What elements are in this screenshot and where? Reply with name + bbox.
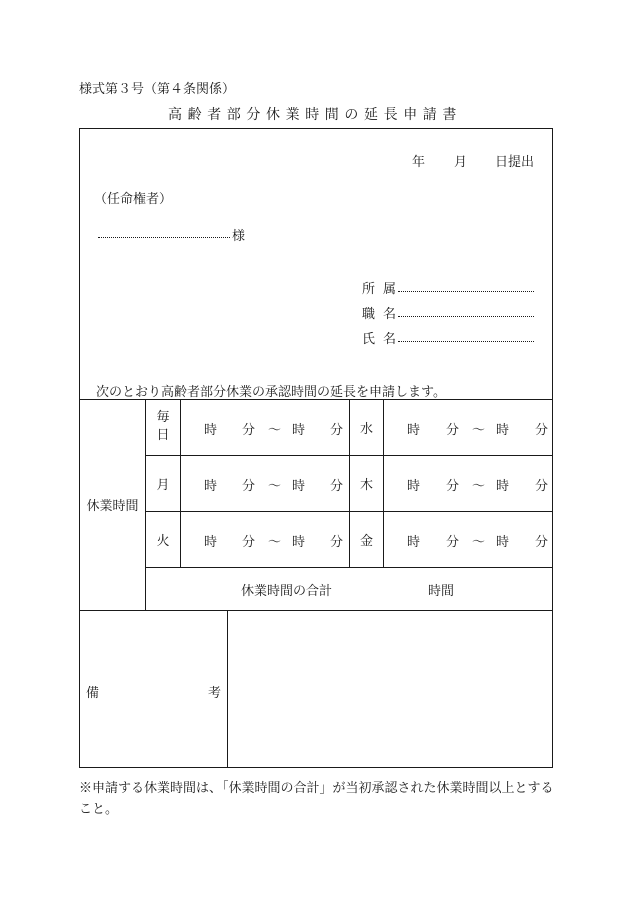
- document-title: 高齢者部分休業時間の延長申請書: [168, 107, 462, 123]
- total-time-unit: 時間: [428, 584, 455, 599]
- appointer-label: （任命権者）: [94, 192, 173, 207]
- time-hour-unit: 時: [292, 423, 306, 438]
- time-minute-unit: 分: [330, 535, 344, 550]
- application-form: [79, 128, 553, 768]
- time-minute-unit: 分: [242, 479, 256, 494]
- time-hour-unit: 時: [496, 479, 510, 494]
- remarks-field[interactable]: [228, 611, 552, 767]
- time-minute-unit: 分: [535, 535, 549, 550]
- time-tilde: ～: [268, 423, 282, 438]
- time-minute-unit: 分: [330, 479, 344, 494]
- time-minute-unit: 分: [535, 479, 549, 494]
- day-label-monday: 月: [156, 478, 170, 493]
- time-minute-unit: 分: [242, 535, 256, 550]
- time-tilde: ～: [268, 479, 282, 494]
- day-label-thursday: 木: [359, 478, 373, 493]
- date-year-label: 年: [412, 155, 426, 170]
- schedule-row-label: 休業時間: [86, 499, 139, 514]
- date-submit-label: 日提出: [495, 155, 535, 170]
- name-line[interactable]: [398, 341, 534, 342]
- remarks-label-char1: 備: [86, 686, 100, 701]
- date-month-label: 月: [454, 155, 468, 170]
- time-tilde: ～: [268, 535, 282, 550]
- divider: [383, 399, 384, 567]
- affiliation-char1: 所: [362, 282, 376, 297]
- honorific-sama: 様: [232, 229, 246, 244]
- footnote: ※申請する休業時間は、「休業時間の合計」が当初承認された休業時間以上とすること。: [79, 781, 554, 817]
- appointer-name-line[interactable]: [98, 237, 230, 238]
- day-label-every-top: 毎: [156, 410, 170, 425]
- time-hour-unit: 時: [496, 535, 510, 550]
- total-time-label: 休業時間の合計: [241, 584, 333, 599]
- time-minute-unit: 分: [330, 423, 344, 438]
- time-minute-unit: 分: [535, 423, 549, 438]
- form-number: 様式第３号（第４条関係）: [79, 82, 236, 97]
- time-minute-unit: 分: [242, 423, 256, 438]
- name-char2: 名: [383, 332, 397, 347]
- position-line[interactable]: [398, 316, 534, 317]
- position-char1: 職: [362, 307, 376, 322]
- time-hour-unit: 時: [204, 479, 218, 494]
- divider: [180, 399, 181, 567]
- day-label-tuesday: 火: [156, 534, 170, 549]
- affiliation-char2: 属: [383, 282, 397, 297]
- application-statement: 次のとおり高齢者部分休業の承認時間の延長を申請します。: [96, 385, 446, 400]
- day-label-wednesday: 水: [359, 422, 373, 437]
- name-char1: 氏: [362, 332, 376, 347]
- time-tilde: ～: [472, 479, 486, 494]
- time-minute-unit: 分: [446, 535, 460, 550]
- time-hour-unit: 時: [204, 535, 218, 550]
- time-minute-unit: 分: [446, 479, 460, 494]
- day-label-friday: 金: [359, 534, 373, 549]
- time-hour-unit: 時: [292, 535, 306, 550]
- position-char2: 名: [383, 307, 397, 322]
- time-hour-unit: 時: [407, 479, 421, 494]
- time-hour-unit: 時: [204, 423, 218, 438]
- remarks-label-char2: 考: [208, 686, 222, 701]
- divider: [145, 567, 552, 568]
- time-minute-unit: 分: [446, 423, 460, 438]
- day-label-every-bottom: 日: [156, 428, 170, 443]
- time-hour-unit: 時: [292, 479, 306, 494]
- time-hour-unit: 時: [407, 423, 421, 438]
- time-tilde: ～: [472, 423, 486, 438]
- day-label-every: [146, 409, 180, 445]
- time-tilde: ～: [472, 535, 486, 550]
- time-hour-unit: 時: [407, 535, 421, 550]
- divider: [80, 399, 552, 400]
- time-hour-unit: 時: [496, 423, 510, 438]
- affiliation-line[interactable]: [398, 291, 534, 292]
